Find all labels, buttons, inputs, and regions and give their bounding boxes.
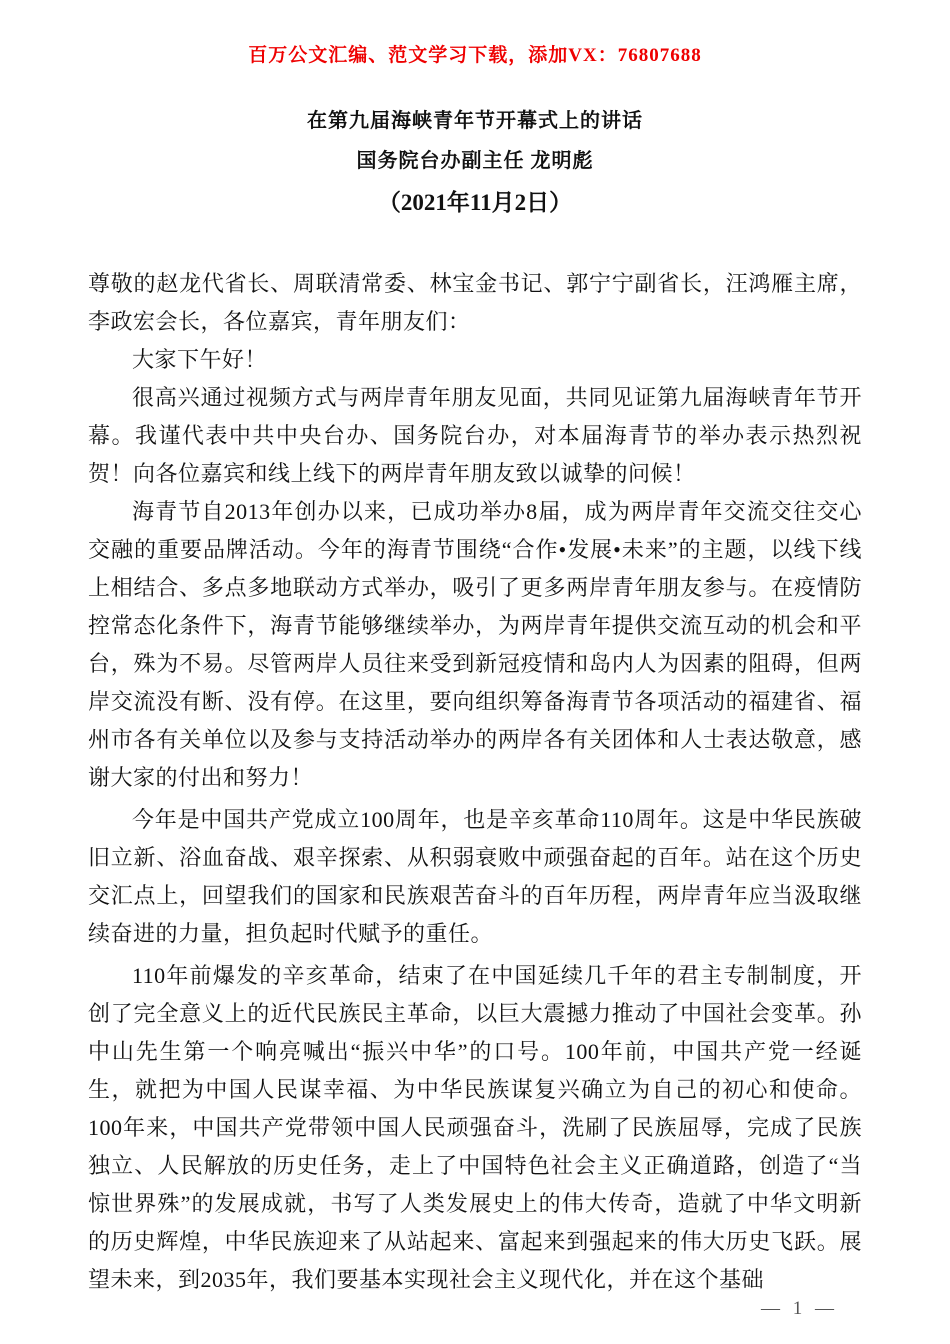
promo-banner: 百万公文汇编、范文学习下载，添加VX：76807688 [248,45,702,66]
document-body [88,265,862,1299]
paragraph-anniversary: 今年是中国共产党成立100周年，也是辛亥革命110周年。这是中华民族破旧立新、浴血奋战、艰辛探索、从积弱衰败中顽强奋起的百年。站在这个历史交汇点上，回望我们的国家和民族艰苦奋斗的百年历程，两岸青年应当汲取继续奋进的力量，担负起时代赋予的重任。 [88,807,862,946]
paragraph-salutation: 尊敬的赵龙代省长、周联清常委、林宝金书记、郭宁宁副省长，汪鸿雁主席，李政宏会长，各位嘉宾，青年朋友们： [88,271,862,334]
paragraph-opening: 很高兴通过视频方式与两岸青年朋友见面，共同见证第九届海峡青年节开幕。我谨代表中共中央台办、国务院台办，对本届海青节的举办表示热烈祝贺！向各位嘉宾和线上线下的两岸青年朋友致以诚挚的问候！ [88,385,862,486]
paragraph-revolution: 110年前爆发的辛亥革命，结束了在中国延续几千年的君主专制制度，开创了完全意义上的近代民族民主革命，以巨大震撼力推动了中国社会变革。孙中山先生第一个响亮喊出“振兴中华”的口号。100年前，中国共产党一经诞生，就把为中国人民谋幸福、为中华民族谋复兴确立为自己的初心和使命。100年来，中国共产党带领中国人民顽强奋斗，洗刷了民族屈辱，完成了民族独立、人民解放的历史任务，走上了中国特色社会主义正确道路，创造了“当惊世界殊”的发展成就，书写了人类发展史上的伟大传奇，造就了中华文明新的历史辉煌，中华民族迎来了从站起来、富起来到强起来的伟大历史飞跃。展望未来，到2035年，我们要基本实现社会主义现代化，并在这个基础 [88,963,862,1292]
paragraph-greeting: 大家下午好！ [132,347,268,372]
title-block [88,101,862,225]
paragraph-festival-history: 海青节自2013年创办以来，已成功举办8届，成为两岸青年交流交往交心交融的重要品牌活动。今年的海青节围绕“合作•发展•未来”的主题，以线下线上相结合、多点多地联动方式举办，吸引了更多两岸青年朋友参与。在疫情防控常态化条件下，海青节能够继续举办，为两岸青年提供交流互动的机会和平台，殊为不易。尽管两岸人员往来受到新冠疫情和岛内人为因素的阻碍，但两岸交流没有断、没有停。在这里，要向组织筹备海青节各项活动的福建省、福州市各有关单位以及参与支持活动举办的两岸各有关团体和人士表达敬意，感谢大家的付出和努力！ [88,499,862,790]
page-number: — 1 — [761,1298,838,1319]
document-date: （2021年11月2日） [377,190,573,215]
document-title: 在第九届海峡青年节开幕式上的讲话 [307,110,643,132]
document-author: 国务院台办副主任 龙明彪 [356,150,594,172]
